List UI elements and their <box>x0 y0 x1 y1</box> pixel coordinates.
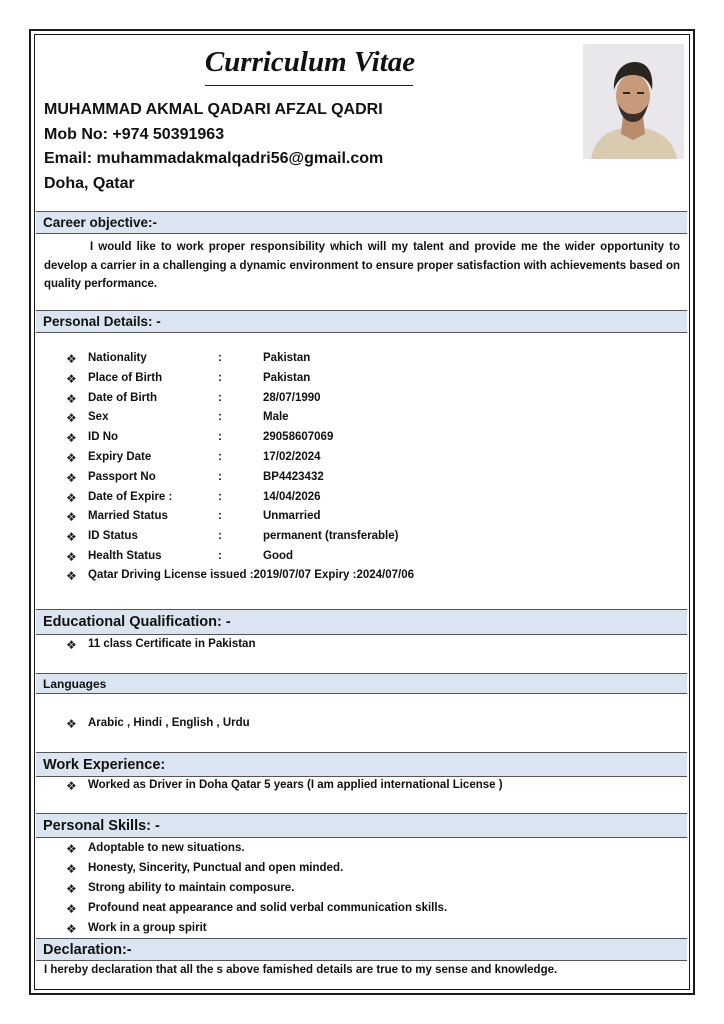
detail-separator: : <box>218 530 222 542</box>
detail-separator: : <box>218 352 222 364</box>
detail-value: Pakistan <box>263 352 311 364</box>
bullet-icon: ❖ <box>66 882 77 896</box>
languages-heading: Languages <box>36 673 687 694</box>
bullet-icon: ❖ <box>66 569 77 583</box>
detail-separator: : <box>218 431 222 443</box>
detail-label: Sex <box>88 411 109 423</box>
work-experience-item: Worked as Driver in Doha Qatar 5 years (I am applied international License ) <box>88 779 503 791</box>
detail-label: Nationality <box>88 352 147 364</box>
title-underline <box>205 85 413 86</box>
detail-label: Expiry Date <box>88 451 152 463</box>
candidate-name: MUHAMMAD AKMAL QADARI AFZAL QADRI <box>44 101 383 118</box>
bullet-icon: ❖ <box>66 779 77 793</box>
detail-separator: : <box>218 491 222 503</box>
detail-label: ID Status <box>88 530 138 542</box>
detail-separator: : <box>218 550 222 562</box>
detail-label: Date of Birth <box>88 392 157 404</box>
personal-skills-heading: Personal Skills: - <box>36 813 687 838</box>
detail-value: permanent (transferable) <box>263 530 399 542</box>
detail-value: Male <box>263 411 289 423</box>
mobile-number: Mob No: +974 50391963 <box>44 126 225 143</box>
detail-label: Married Status <box>88 510 168 522</box>
detail-separator: : <box>218 451 222 463</box>
detail-label: Place of Birth <box>88 372 163 384</box>
profile-photo <box>583 44 684 159</box>
skill-item: Work in a group spirit <box>88 922 207 934</box>
location: Doha, Qatar <box>44 175 135 192</box>
detail-value: Unmarried <box>263 510 321 522</box>
detail-label: Date of Expire : <box>88 491 173 503</box>
bullet-icon: ❖ <box>66 717 77 731</box>
skill-item: Honesty, Sincerity, Punctual and open minded. <box>88 862 344 874</box>
career-objective-text: I would like to work proper responsibility which will my talent and provide me the wider opportunity to develop a carrier in a challenging a dynamic environment to ensure proper satisfaction with achievements based on quality performance. <box>44 241 680 290</box>
cv-title: Curriculum Vitae <box>204 46 416 78</box>
driving-license: Qatar Driving License issued :2019/07/07 Expiry :2024/07/06 <box>88 569 415 581</box>
bullet-icon: ❖ <box>66 392 77 406</box>
email-address: Email: muhammadakmalqadri56@gmail.com <box>44 150 384 167</box>
bullet-icon: ❖ <box>66 352 77 366</box>
detail-value: Pakistan <box>263 372 311 384</box>
detail-value: BP4423432 <box>263 471 324 483</box>
personal-details-heading: Personal Details: - <box>36 310 687 333</box>
education-heading: Educational Qualification: - <box>36 609 687 635</box>
bullet-icon: ❖ <box>66 510 77 524</box>
skill-item: Adoptable to new situations. <box>88 842 245 854</box>
detail-value: Good <box>263 550 294 562</box>
detail-separator: : <box>218 510 222 522</box>
education-item: 11 class Certificate in Pakistan <box>88 638 256 650</box>
declaration-heading: Declaration:- <box>36 938 687 961</box>
languages-item: Arabic , Hindi , English , Urdu <box>88 717 250 729</box>
work-experience-heading: Work Experience: <box>36 752 687 777</box>
bullet-icon: ❖ <box>66 862 77 876</box>
bullet-icon: ❖ <box>66 842 77 856</box>
bullet-icon: ❖ <box>66 530 77 544</box>
bullet-icon: ❖ <box>66 372 77 386</box>
detail-separator: : <box>218 471 222 483</box>
bullet-icon: ❖ <box>66 451 77 465</box>
detail-label: Health Status <box>88 550 162 562</box>
bullet-icon: ❖ <box>66 902 77 916</box>
bullet-icon: ❖ <box>66 411 77 425</box>
detail-value: 28/07/1990 <box>263 392 321 404</box>
bullet-icon: ❖ <box>66 638 77 652</box>
bullet-icon: ❖ <box>66 922 77 936</box>
detail-value: 14/04/2026 <box>263 491 321 503</box>
skill-item: Strong ability to maintain composure. <box>88 882 295 894</box>
bullet-icon: ❖ <box>66 431 77 445</box>
detail-value: 29058607069 <box>263 431 334 443</box>
detail-value: 17/02/2024 <box>263 451 321 463</box>
detail-separator: : <box>218 411 222 423</box>
detail-label: Passport No <box>88 471 156 483</box>
bullet-icon: ❖ <box>66 491 77 505</box>
detail-separator: : <box>218 392 222 404</box>
declaration-text: I hereby declaration that all the s above famished details are true to my sense and knowledge. <box>44 964 558 976</box>
detail-separator: : <box>218 372 222 384</box>
bullet-icon: ❖ <box>66 550 77 564</box>
detail-label: ID No <box>88 431 119 443</box>
skill-item: Profound neat appearance and solid verbal communication skills. <box>88 902 448 914</box>
career-objective-heading: Career objective:- <box>36 211 687 234</box>
bullet-icon: ❖ <box>66 471 77 485</box>
